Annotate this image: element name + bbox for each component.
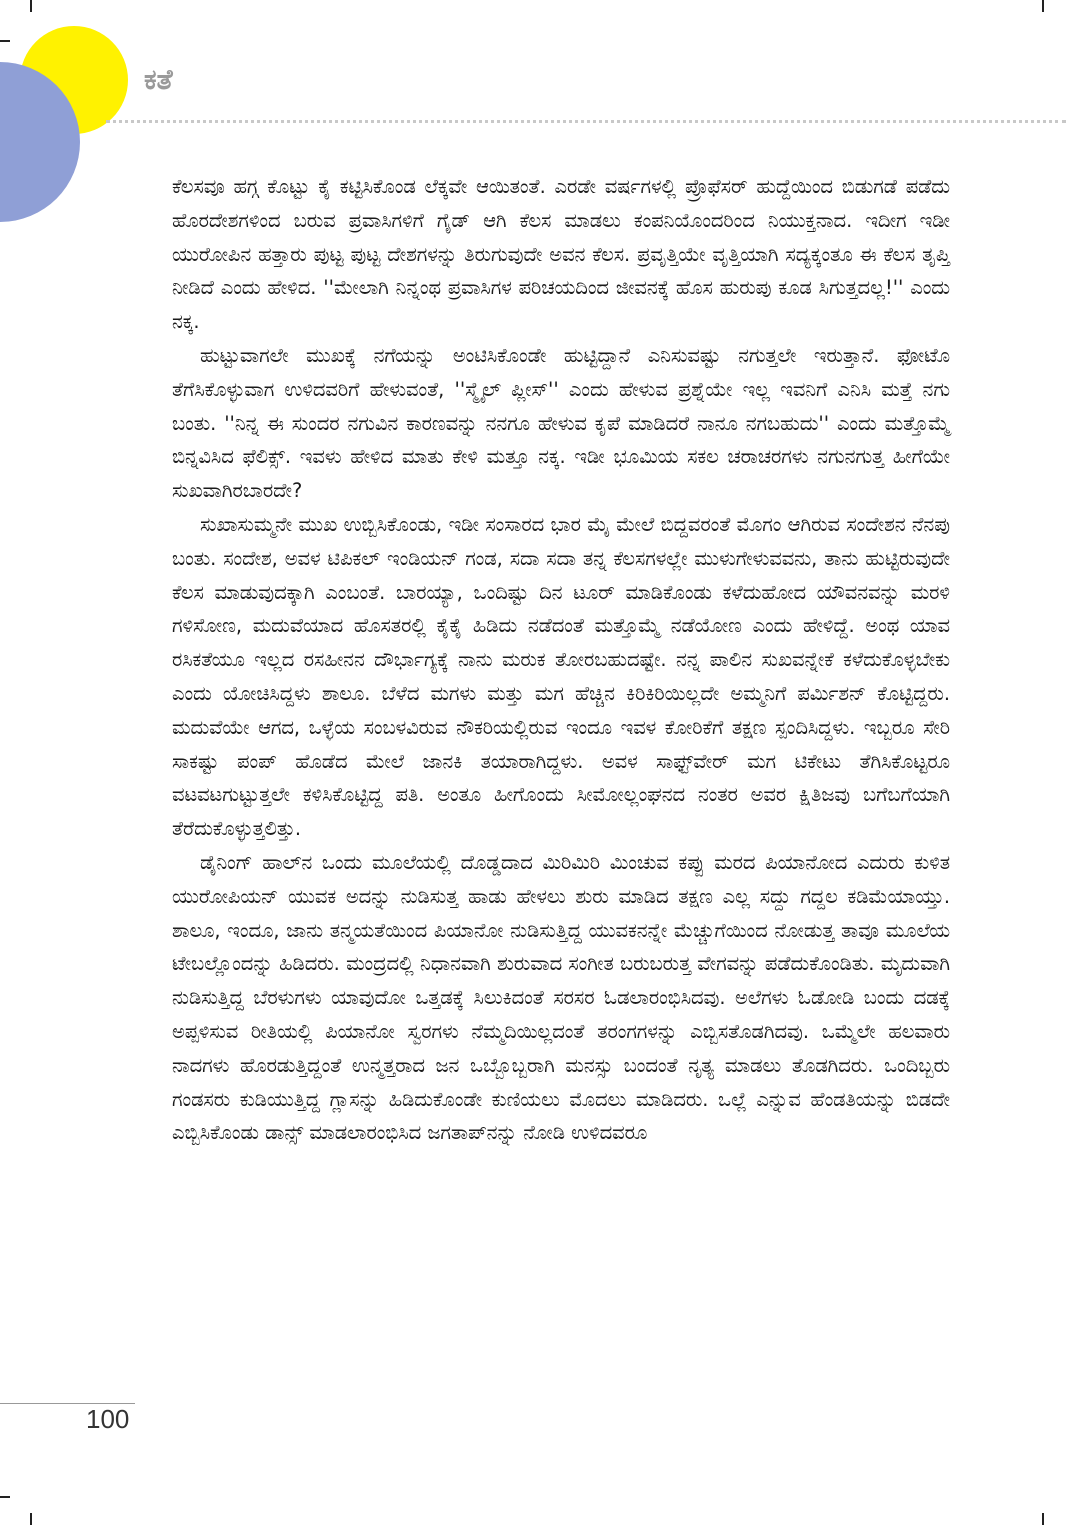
crop-mark-bottom-right: [1042, 1513, 1044, 1525]
crop-mark-top-left-side: [0, 40, 10, 42]
paragraph-1: ಕೆಲಸವೂ ಹಗ್ಗ ಕೊಟ್ಟು ಕೈ ಕಟ್ಟಿಸಿಕೊಂಡ ಲೆಕ್ಕವೇ ಆಯಿತಂತೆ. ಎರಡೇ ವರ್ಷಗಳಲ್ಲಿ ಪ್ರೊಫೆಸರ್ ಹುದ್ದೆಯಿಂದ ಬಿಡುಗಡೆ ಪಡೆದು ಹೊರದೇಶಗಳಿಂದ ಬರುವ ಪ್ರವಾಸಿಗಳಿಗೆ ಗೈಡ್ ಆಗಿ ಕೆಲಸ ಮಾಡಲು ಕಂಪನಿಯೊಂದರಿಂದ ನಿಯುಕ್ತನಾದ. ಇದೀಗ ಇಡೀ ಯುರೋಪಿನ ಹತ್ತಾರು ಪುಟ್ಟ ಪುಟ್ಟ ದೇಶಗಳನ್ನು ತಿರುಗುವುದೇ ಅವನ ಕೆಲಸ. ಪ್ರವೃತ್ತಿಯೇ ವೃತ್ತಿಯಾಗಿ ಸದ್ಯಕ್ಕಂತೂ ಈ ಕೆಲಸ ತೃಪ್ತಿ ನೀಡಿದೆ ಎಂದು ಹೇಳಿದ. ''ಮೇಲಾಗಿ ನಿನ್ನಂಥ ಪ್ರವಾಸಿಗಳ ಪರಿಚಯದಿಂದ ಜೀವನಕ್ಕೆ ಹೊಸ ಹುರುಪು ಕೂಡ ಸಿಗುತ್ತದಲ್ಲ!'' ಎಂದು ನಕ್ಕ.: [172, 175, 950, 334]
crop-mark-bottom-left: [30, 1513, 32, 1525]
section-title: ಕತೆ: [144, 63, 173, 96]
header-dotted-divider: [106, 120, 1066, 123]
paragraph-4: ಡೈನಿಂಗ್ ಹಾಲ್‌ನ ಒಂದು ಮೂಲೆಯಲ್ಲಿ ದೊಡ್ಡದಾದ ಮಿರಿಮಿರಿ ಮಿಂಚುವ ಕಪ್ಪು ಮರದ ಪಿಯಾನೋದ ಎದುರು ಕುಳಿತ ಯುರೋಪಿಯನ್ ಯುವಕ ಅದನ್ನು ನುಡಿಸುತ್ತ ಹಾಡು ಹೇಳಲು ಶುರು ಮಾಡಿದ ತಕ್ಷಣ ಎಲ್ಲ ಸದ್ದು ಗದ್ದಲ ಕಡಿಮೆಯಾಯ್ತು. ಶಾಲೂ, ಇಂದೂ, ಜಾನು ತನ್ಮಯತೆಯಿಂದ ಪಿಯಾನೋ ನುಡಿಸುತ್ತಿದ್ದ ಯುವಕನನ್ನೇ ಮೆಚ್ಚುಗೆಯಿಂದ ನೋಡುತ್ತ ತಾವೂ ಮೂಲೆಯ ಟೇಬಲ್ಲೊಂದನ್ನು ಹಿಡಿದರು. ಮಂದ್ರದಲ್ಲಿ ನಿಧಾನವಾಗಿ ಶುರುವಾದ ಸಂಗೀತ ಬರುಬರುತ್ತ ವೇಗವನ್ನು ಪಡೆದುಕೊಂಡಿತು. ಮೃದುವಾಗಿ ನುಡಿಸುತ್ತಿದ್ದ ಬೆರಳುಗಳು ಯಾವುದೋ ಒತ್ತಡಕ್ಕೆ ಸಿಲುಕಿದಂತೆ ಸರಸರ ಓಡಲಾರಂಭಿಸಿದವು. ಅಲೆಗಳು ಓಡೋಡಿ ಬಂದು ದಡಕ್ಕೆ ಅಪ್ಪಳಿಸುವ ರೀತಿಯಲ್ಲಿ ಪಿಯಾನೋ ಸ್ವರಗಳು ನೆಮ್ಮದಿಯಿಲ್ಲದಂತೆ ತರಂಗಗಳನ್ನು ಎಬ್ಬಿಸತೊಡಗಿದವು. ಒಮ್ಮೆಲೇ ಹಲವಾರು ನಾದಗಳು ಹೊರಡುತ್ತಿದ್ದಂತೆ ಉನ್ಮತ್ತರಾದ ಜನ ಒಬ್ಬೊಬ್ಬರಾಗಿ ಮನಸ್ಸು ಬಂದಂತೆ ನೃತ್ಯ ಮಾಡಲು ತೊಡಗಿದರು. ಒಂದಿಬ್ಬರು ಗಂಡಸರು ಕುಡಿಯುತ್ತಿದ್ದ ಗ್ಲಾಸನ್ನು ಹಿಡಿದುಕೊಂಡೇ ಕುಣಿಯಲು ಮೊದಲು ಮಾಡಿದರು. ಒಲ್ಲೆ ಎನ್ನುವ ಹೆಂಡತಿಯನ್ನು ಬಿಡದೇ ಎಬ್ಬಿಸಿಕೊಂಡು ಡಾನ್ಸ್ ಮಾಡಲಾರಂಭಿಸಿದ ಜಗತಾಪ್‌ನನ್ನು ನೋಡಿ ಉಳಿದವರೂ: [172, 850, 950, 1145]
page-number: 100: [86, 1404, 130, 1434]
story-body: [172, 170, 950, 1150]
crop-mark-top-left: [30, 0, 32, 12]
paragraph-3: ಸುಖಾಸುಮ್ಮನೇ ಮುಖ ಉಬ್ಬಿಸಿಕೊಂಡು, ಇಡೀ ಸಂಸಾರದ ಭಾರ ಮೈ ಮೇಲೆ ಬಿದ್ದವರಂತೆ ಮೊಗಂ ಆಗಿರುವ ಸಂದೇಶನ ನೆನಪು ಬಂತು. ಸಂದೇಶ, ಅವಳ ಟಿಪಿಕಲ್ ಇಂಡಿಯನ್ ಗಂಡ, ಸದಾ ಸದಾ ತನ್ನ ಕೆಲಸಗಳಲ್ಲೇ ಮುಳುಗೇಳುವವನು, ತಾನು ಹುಟ್ಟಿರುವುದೇ ಕೆಲಸ ಮಾಡುವುದಕ್ಕಾಗಿ ಎಂಬಂತೆ. ಬಾರಯ್ಯಾ, ಒಂದಿಷ್ಟು ದಿನ ಟೂರ್ ಮಾಡಿಕೊಂಡು ಕಳೆದುಹೋದ ಯೌವನವನ್ನು ಮರಳಿ ಗಳಿಸೋಣ, ಮದುವೆಯಾದ ಹೊಸತರಲ್ಲಿ ಕೈಕೈ ಹಿಡಿದು ನಡೆದಂತೆ ಮತ್ತೊಮ್ಮೆ ನಡೆಯೋಣ ಎಂದು ಹೇಳಿದ್ದೆ. ಅಂಥ ಯಾವ ರಸಿಕತೆಯೂ ಇಲ್ಲದ ರಸಹೀನನ ದೌರ್ಭಾಗ್ಯಕ್ಕೆ ನಾನು ಮರುಕ ತೋರಬಹುದಷ್ಟೇ. ನನ್ನ ಪಾಲಿನ ಸುಖವನ್ನೇಕೆ ಕಳೆದುಕೊಳ್ಳಬೇಕು ಎಂದು ಯೋಚಿಸಿದ್ದಳು ಶಾಲೂ. ಬೆಳೆದ ಮಗಳು ಮತ್ತು ಮಗ ಹೆಚ್ಚಿನ ಕಿರಿಕಿರಿಯಿಲ್ಲದೇ ಅಮ್ಮನಿಗೆ ಪರ್ಮಿಶನ್ ಕೊಟ್ಟಿದ್ದರು. ಮದುವೆಯೇ ಆಗದ, ಒಳ್ಳೆಯ ಸಂಬಳವಿರುವ ನೌಕರಿಯಲ್ಲಿರುವ ಇಂದೂ ಇವಳ ಕೋರಿಕೆಗೆ ತಕ್ಷಣ ಸ್ಪಂದಿಸಿದ್ದಳು. ಇಬ್ಬರೂ ಸೇರಿ ಸಾಕಷ್ಟು ಪಂಪ್ ಹೊಡೆದ ಮೇಲೆ ಜಾನಕಿ ತಯಾರಾಗಿದ್ದಳು. ಅವಳ ಸಾಫ್ಟ್‌ವೇರ್ ಮಗ ಟಿಕೇಟು ತೆಗಿಸಿಕೊಟ್ಟರೂ ವಟವಟಗುಟ್ಟುತ್ತಲೇ ಕಳಿಸಿಕೊಟ್ಟಿದ್ದ ಪತಿ. ಅಂತೂ ಹೀಗೊಂದು ಸೀಮೋಲ್ಲಂಘನದ ನಂತರ ಅವರ ಕ್ಷಿತಿಜವು ಬಗೆಬಗೆಯಾಗಿ ತೆರೆದುಕೊಳ್ಳುತ್ತಲಿತ್ತು.: [172, 512, 950, 841]
crop-mark-bottom-left-side: [0, 1496, 10, 1498]
crop-mark-top-right: [1042, 0, 1044, 12]
paragraph-2: ಹುಟ್ಟುವಾಗಲೇ ಮುಖಕ್ಕೆ ನಗೆಯನ್ನು ಅಂಟಿಸಿಕೊಂಡೇ ಹುಟ್ಟಿದ್ದಾನೆ ಎನಿಸುವಷ್ಟು ನಗುತ್ತಲೇ ಇರುತ್ತಾನೆ. ಫೋಟೊ ತೆಗೆಸಿಕೊಳ್ಳುವಾಗ ಉಳಿದವರಿಗೆ ಹೇಳುವಂತೆ, ''ಸ್ಮೈಲ್ ಪ್ಲೀಸ್'' ಎಂದು ಹೇಳುವ ಪ್ರಶ್ನೆಯೇ ಇಲ್ಲ ಇವನಿಗೆ ಎನಿಸಿ ಮತ್ತೆ ನಗು ಬಂತು. ''ನಿನ್ನ ಈ ಸುಂದರ ನಗುವಿನ ಕಾರಣವನ್ನು ನನಗೂ ಹೇಳುವ ಕೃಪೆ ಮಾಡಿದರೆ ನಾನೂ ನಗಬಹುದು'' ಎಂದು ಮತ್ತೊಮ್ಮೆ ಬಿನ್ನವಿಸಿದ ಫೆಲಿಕ್ಸ್. ಇವಳು ಹೇಳಿದ ಮಾತು ಕೇಳಿ ಮತ್ತೂ ನಕ್ಕ. ಇಡೀ ಭೂಮಿಯ ಸಕಲ ಚರಾಚರಗಳು ನಗುನಗುತ್ತ ಹೀಗೆಯೇ ಸುಖವಾಗಿರಬಾರದೇ?: [172, 343, 950, 503]
